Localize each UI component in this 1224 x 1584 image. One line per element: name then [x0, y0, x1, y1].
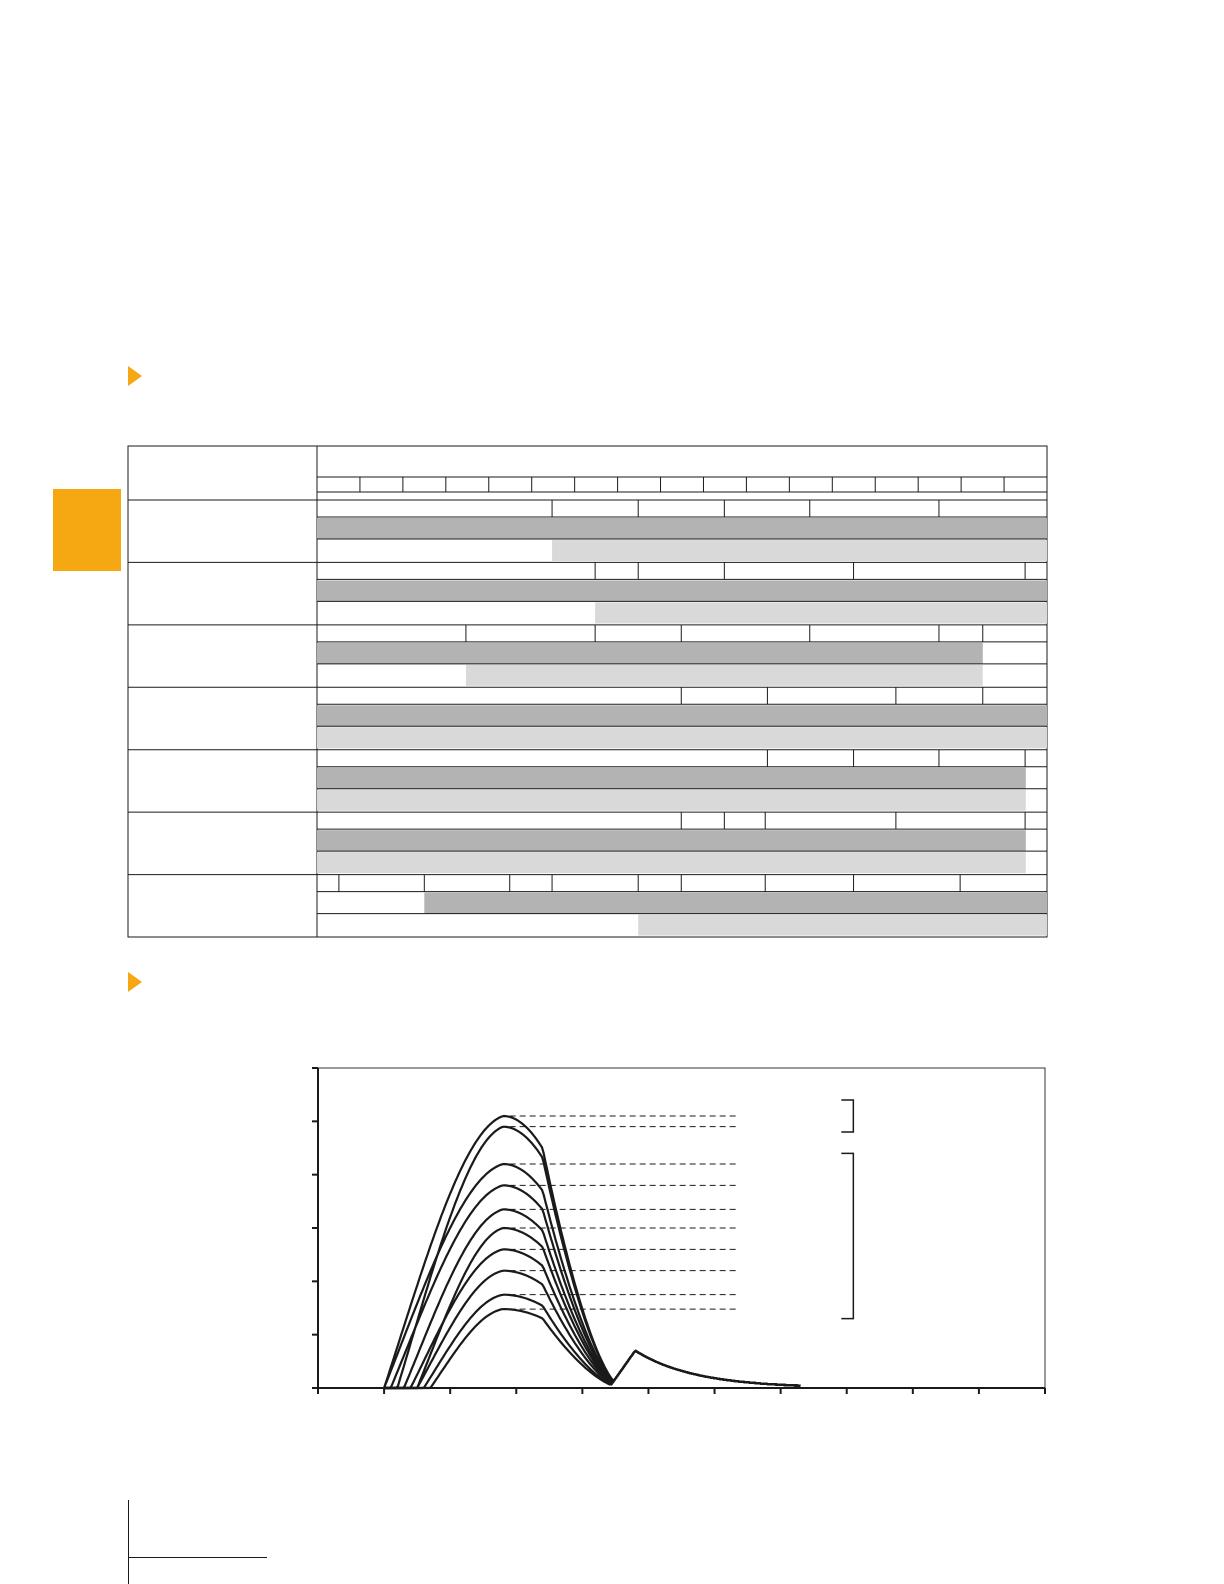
- group-bracket: [841, 1153, 853, 1318]
- footer-divider: [128, 1500, 129, 1584]
- group-bracket: [841, 1100, 853, 1132]
- footer-rule: [128, 1557, 267, 1558]
